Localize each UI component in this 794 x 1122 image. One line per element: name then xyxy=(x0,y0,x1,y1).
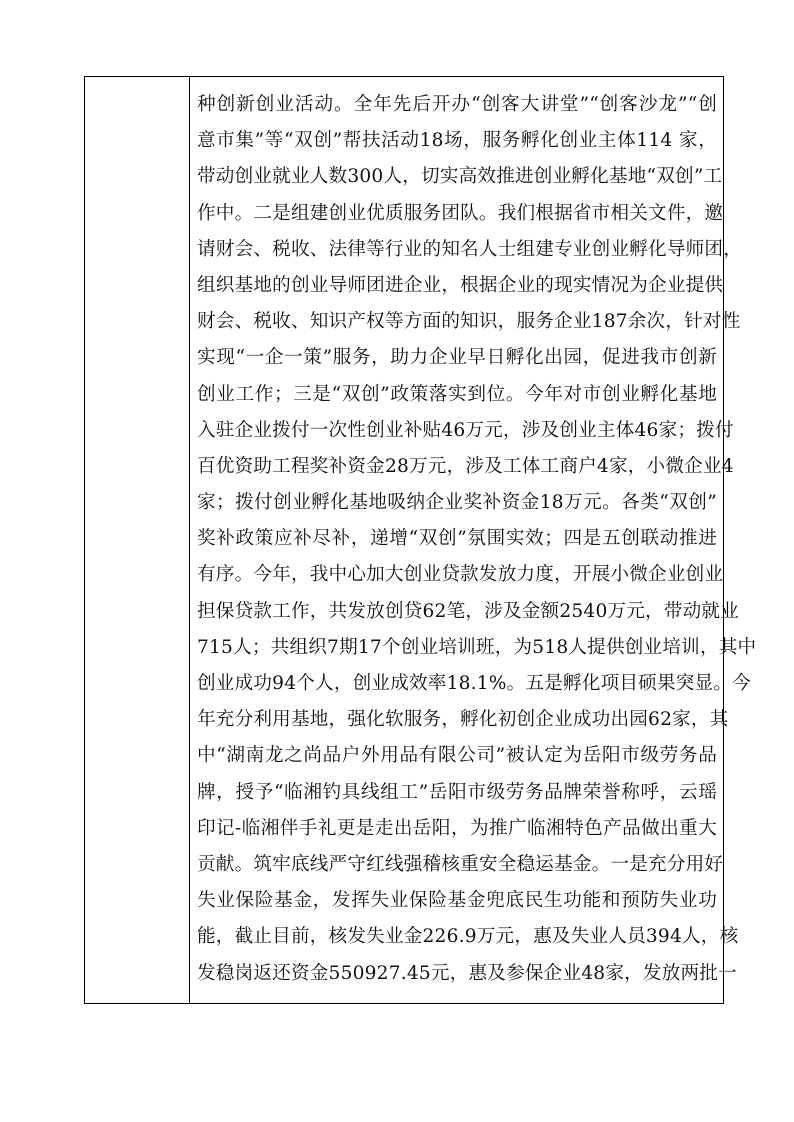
column-divider xyxy=(189,77,190,1003)
text-line: 作中。二是组建创业优质服务团队。我们根据省市相关文件，邀 xyxy=(197,202,724,224)
text-line: 失业保险基金，发挥失业保险基金兜底民生功能和预防失业功 xyxy=(197,890,717,912)
text-line: 种创新创业活动。全年先后开办“创客大讲堂”“创客沙龙”“创 xyxy=(197,94,717,115)
text-line: 能，截止目前，核发失业金226.9万元，惠及失业人员394人，核 xyxy=(197,926,739,948)
text-line: 年充分利用基地，强化软服务，孵化初创企业成功出园62家，其 xyxy=(197,709,729,731)
text-line: 家；拨付创业孵化基地吸纳企业奖补资金18万元。各类“双创” xyxy=(197,492,717,514)
text-line: 贡献。筑牢底线严守红线强稽核重安全稳运基金。一是充分用好 xyxy=(197,853,724,875)
text-line: 创业工作；三是“双创”政策落实到位。今年对市创业孵化基地 xyxy=(197,383,717,405)
text-line: 创业成功94个人，创业成效率18.1%。五是孵化项目硕果突显。今 xyxy=(197,673,751,694)
text-line: 奖补政策应补尽补，递增“双创”氛围实效；四是五创联动推进 xyxy=(197,528,717,550)
text-line: 实现“一企一策”服务，助力企业早日孵化出园，促进我市创新 xyxy=(197,347,717,369)
text-line: 意市集”等“双创”帮扶活动18场，服务孵化创业主体114 家， xyxy=(197,130,717,152)
document-table xyxy=(84,76,757,1004)
text-line: 有序。今年，我中心加大创业贷款发放力度，开展小微企业创业 xyxy=(197,564,724,586)
text-line: 带动创业就业人数300人，切实高效推进创业孵化基地“双创”工 xyxy=(197,166,723,188)
text-line: 担保贷款工作，共发放创贷62笔，涉及金额2540万元，带动就业 xyxy=(197,600,740,622)
label-cell xyxy=(85,77,189,1003)
text-line: 组织基地的创业导师团进企业，根据企业的现实情况为企业提供 xyxy=(197,274,724,296)
text-line: 印记-临湘伴手礼更是走出岳阳，为推广临湘特色产品做出重大 xyxy=(197,817,717,839)
text-line: 百优资助工程奖补资金28万元，涉及工体工商户4家，小微企业4 xyxy=(197,455,734,477)
text-line: 715人；共组织7期17个创业培训班，为518人提供创业培训，其中 xyxy=(197,636,757,658)
content-cell xyxy=(197,87,757,992)
text-line: 中“湖南龙之尚品户外用品有限公司”被认定为岳阳市级劳务品 xyxy=(197,745,717,767)
text-line: 请财会、税收、法律等行业的知名人士组建专业创业孵化导师团， xyxy=(197,238,743,260)
text-line: 财会、税收、知识产权等方面的知识，服务企业187余次，针对性 xyxy=(197,311,741,333)
text-line: 入驻企业拨付一次性创业补贴46万元，涉及创业主体46家；拨付 xyxy=(197,419,734,441)
text-line: 发稳岗返还资金550927.45元，惠及参保企业48家，发放两批一 xyxy=(197,962,737,984)
text-line: 牌，授予“临湘钓具线组工”岳阳市级劳务品牌荣誉称呼，云瑶 xyxy=(197,781,717,803)
